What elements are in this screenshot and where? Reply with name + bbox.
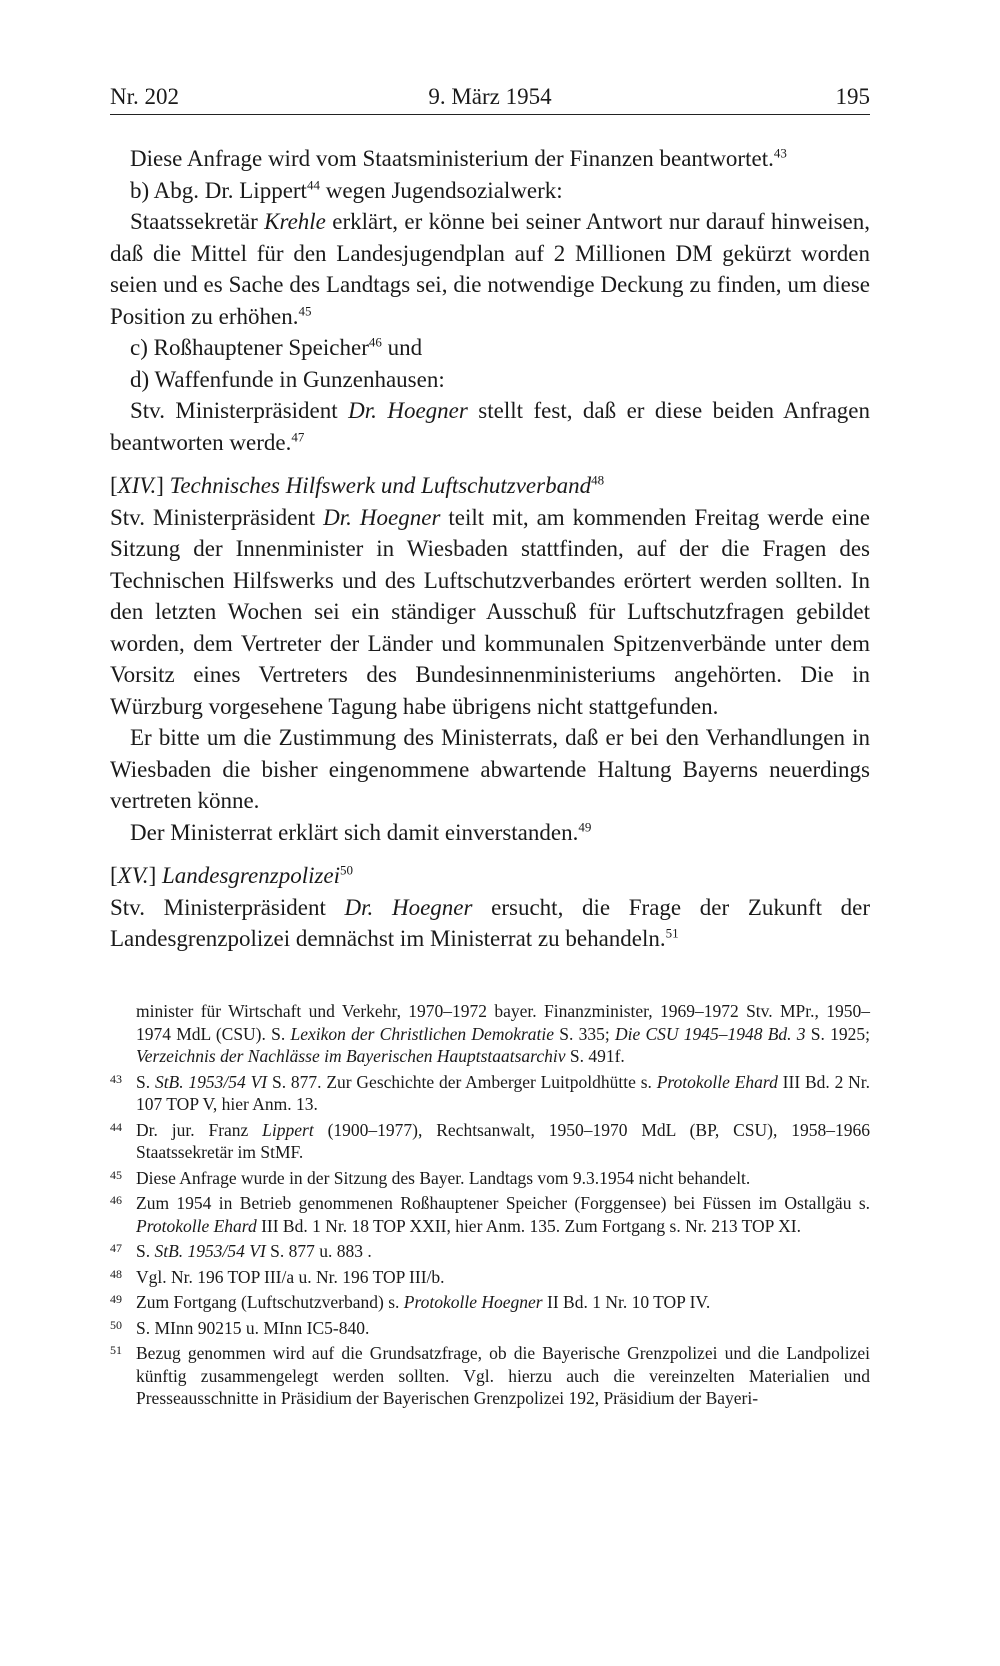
paragraph: Der Ministerrat erklärt sich damit einverstanden.$^{49}$ — [130, 818, 592, 845]
paragraph: Er bitte um die Zustimmung des Ministerrats, daß er bei den Verhandlungen in Wiesbaden die bisher eingenommene abwartende Haltung Bayerns neuerdings vertreten könne. — [110, 725, 870, 813]
section-heading-xiv: [XIV.] Technisches Hilfswerk und Luftschutzverband$^{48}$ — [110, 472, 605, 498]
footnotes — [110, 1000, 870, 1413]
footnote-44: 44 Dr. jur. Franz Lippert (1900–1977), Rechtsanwalt, 1950–1970 MdL (BP, CSU), 1958–1966 Staatssekretär im StMF. — [110, 1119, 870, 1162]
footnote-50: 50 S. MInn 90215 u. MInn IC5-840. — [110, 1317, 370, 1338]
document-number: Nr. 202 — [110, 84, 179, 109]
paragraph: Stv. Ministerpräsident Dr. Hoegner stellt fest, daß er diese beiden Anfragen beantworten werde.$^{47}$ — [110, 398, 870, 455]
paragraph: c) Roßhauptener Speicher$^{46}$ und — [130, 334, 423, 360]
footnote-46: 46 Zum 1954 in Betrieb genommenen Roßhauptener Speicher (Forggensee) bei Füssen im Ostallgäu s. Protokolle Ehard III Bd. 1 Nr. 18 TOP XXII, hier Anm. 135. Zum Fortgang s. Nr. 213 TOP XI. — [110, 1193, 870, 1236]
footnote-continuation: minister für Wirtschaft und Verkehr, 1970–1972 bayer. Finanzminister, 1969–1972 Stv. MPr., 1950–1974 MdL (CSU). S. Lexikon der Christlichen Demokratie S. 335; Die CSU 1945–1948 Bd. 3 S. 1925; Verzeichnis der Nachlässe im Bayerischen Hauptstaatsarchiv S. 491f. — [136, 1001, 870, 1066]
footnote-ref[interactable]: 51 — [665, 925, 679, 941]
footnote-ref[interactable]: 45 — [298, 302, 312, 318]
footnote-49: 49 Zum Fortgang (Luftschutzverband) s. Protokolle Hoegner II Bd. 1 Nr. 10 TOP IV. — [110, 1292, 711, 1312]
footnote-43: 43 S. StB. 1953/54 VI S. 877. Zur Geschichte der Amberger Luitpoldhütte s. Protokolle Ehard III Bd. 2 Nr. 107 TOP V, hier Anm. 13. — [110, 1071, 871, 1114]
footnote-ref[interactable]: 48 — [591, 472, 605, 488]
paragraph: Stv. Ministerpräsident Dr. Hoegner teilt mit, am kommenden Freitag werde eine Sitzung der Innenminister in Wiesbaden stattfinden, auf der die Fragen des Technischen Hilfswerks und des Luftschutzverbandes erörtert werden sollten. In den letzten Wochen sei ein ständiger Ausschuß für Luftschutzfragen gebildet worden, dem Vertreter der Länder und kommunalen Spitzenverbände unter dem Vorsitz eines Vertreters des Bundesinnenministeriums angehörten. Die in Würzburg vorgesehene Tagung habe übrigens nicht stattgefunden. — [110, 504, 870, 719]
paragraph: Stv. Ministerpräsident Dr. Hoegner ersucht, die Frage der Zukunft der Landesgrenzpolizei demnächst im Ministerrat zu behandeln.$^{51}$ — [110, 894, 870, 951]
main-text — [110, 143, 870, 955]
header-date: 9. März 1954 — [428, 84, 552, 109]
running-header — [110, 80, 870, 115]
footnote-45: 45 Diese Anfrage wurde in der Sitzung des Bayer. Landtags vom 9.3.1954 nicht behandelt. — [110, 1167, 751, 1188]
footnote-ref[interactable]: 47 — [291, 428, 305, 444]
paragraph: d) Waffenfunde in Gunzenhausen: — [130, 366, 445, 392]
paragraph: Staatssekretär Krehle erklärt, er könne bei seiner Antwort nur darauf hinweisen, daß die Mittel für den Landesjugendplan auf 2 Millionen DM gekürzt worden seien und es Sache des Landtags sei, die notwendige Deckung zu finden, um diese Position zu erhöhen.$^{45}$ — [110, 209, 870, 329]
footnote-ref[interactable]: 46 — [368, 334, 382, 350]
paragraph: b) Abg. Dr. Lippert$^{44}$ wegen Jugendsozialwerk: — [130, 176, 563, 203]
footnote-48: 48 Vgl. Nr. 196 TOP III/a u. Nr. 196 TOP III/b. — [110, 1266, 445, 1287]
footnote-ref[interactable]: 50 — [340, 862, 354, 878]
section-heading-xv: [XV.] Landesgrenzpolizei$^{50}$ — [110, 862, 354, 888]
footnote-ref[interactable]: 49 — [578, 818, 592, 834]
page — [110, 80, 870, 955]
footnote-ref[interactable]: 44 — [306, 176, 320, 192]
page-number: 195 — [835, 84, 870, 109]
footnote-47: 47 S. StB. 1953/54 VI S. 877 u. 883 . — [110, 1241, 372, 1261]
footnote-ref[interactable]: 43 — [773, 145, 787, 161]
footnote-51: 51 Bezug genommen wird auf die Grundsatzfrage, ob die Bayerische Grenzpolizei und die Landpolizei künftig zusammengelegt werden sollten. Vgl. hierzu auch die vereinzelten Materialien und Presseausschnitte in Präsidium der Bayerischen Grenzpolizei 192, Präsidium der Bayeri- — [110, 1343, 870, 1408]
paragraph: Diese Anfrage wird vom Staatsministerium der Finanzen beantwortet.$^{43}$ — [130, 145, 787, 171]
